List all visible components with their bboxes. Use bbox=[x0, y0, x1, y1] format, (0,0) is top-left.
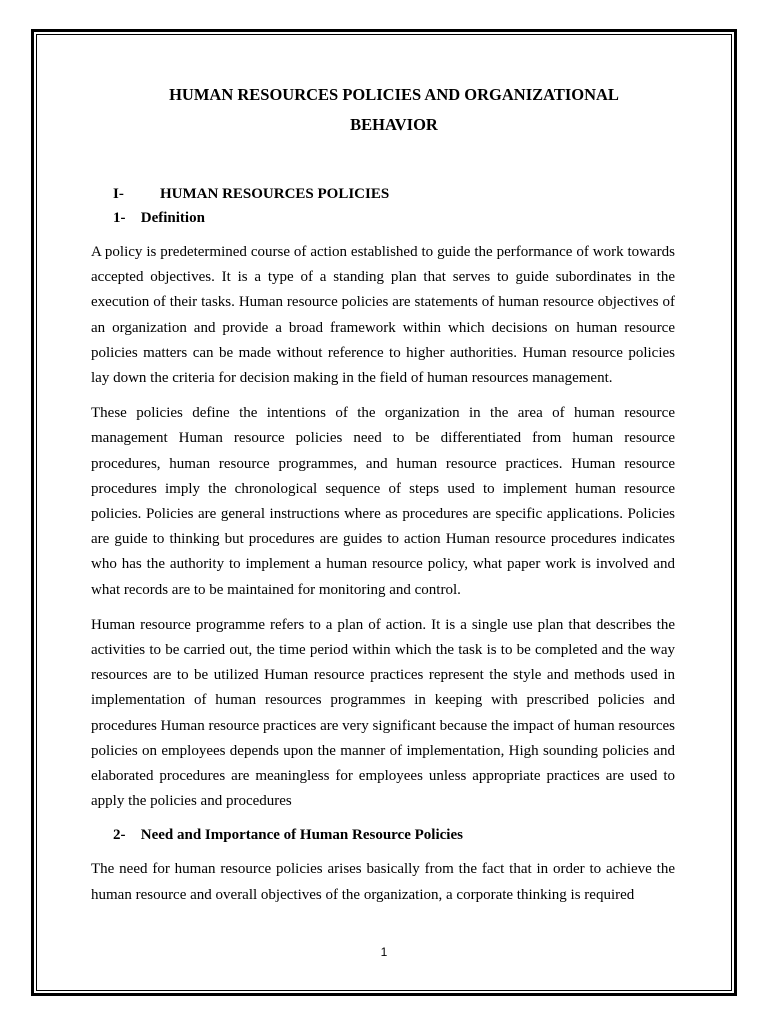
page-number: 1 bbox=[380, 945, 388, 959]
subsection-number: 1- bbox=[113, 210, 126, 226]
section-heading-1 bbox=[91, 182, 675, 207]
section-title: HUMAN RESOURCES POLICIES bbox=[160, 186, 390, 202]
subsection-title: Need and Importance of Human Resource Policies bbox=[140, 827, 463, 844]
paragraph-1: A policy is predetermined course of action established to guide the performance of work towards accepted objectives. It is a type of a standing plan that serves to guide subordinates in the execution of their tasks. Human resource policies are statements of human resource objectives of an organization and provide a broad framework within which decisions on human resource policies matters can be made without reference to higher authorities. Human resource policies lay down the criteria for decision making in the field of human resources management. bbox=[91, 244, 675, 387]
subsection-heading-1 bbox=[91, 205, 675, 232]
document-title bbox=[91, 80, 675, 140]
title-line-1: HUMAN RESOURCES POLICIES AND ORGANIZATIONAL bbox=[169, 85, 619, 104]
document-page bbox=[91, 80, 675, 908]
subsection-title: Definition bbox=[140, 210, 205, 226]
paragraph-3: Human resource programme refers to a plan of action. It is a single use plan that describes the activities to be carried out, the time period within which the task is to be completed and the way resources are to be utilized Human resource practices represent the style and methods used in implementation of human resources programmes in keeping with prescribed policies and procedures Human resource practices are very significant because the impact of human resources policies on employees depends upon the manner of implementation, High sounding policies and elaborated procedures are meaningless for employees unless appropriate practices are used to apply the policies and procedures bbox=[91, 616, 675, 810]
subsection-heading-2 bbox=[91, 822, 675, 849]
paragraph-4: The need for human resource policies arises basically from the fact that in order to achieve the human resource and overall objectives of the organization, a corporate thinking is required bbox=[91, 861, 675, 903]
title-line-2: BEHAVIOR bbox=[350, 115, 438, 134]
section-number: I- bbox=[113, 186, 124, 202]
paragraph-2: These policies define the intentions of the organization in the area of human resource management Human resource policies need to be differentiated from human resource procedures, human resource programmes, and human resource practices. Human resource procedures imply the chronological sequence of steps used to implement human resource policies. Policies are general instructions where as procedures are specific applications. Policies are guide to thinking but procedures are guides to action Human resource procedures indicates who has the authority to implement a human resource policy, what paper work is involved and what records are to be maintained for monitoring and control. bbox=[91, 405, 675, 598]
subsection-number: 2- bbox=[113, 827, 126, 844]
